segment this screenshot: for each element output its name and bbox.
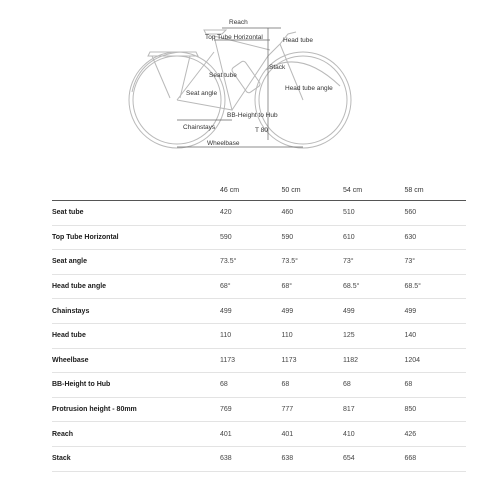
table-cell: 68° xyxy=(282,274,344,299)
table-cell: 73° xyxy=(405,250,467,275)
label-head-tube-angle: Head tube angle xyxy=(285,85,333,92)
table-cell: 401 xyxy=(282,422,344,447)
table-cell: 769 xyxy=(220,397,282,422)
rear-fender xyxy=(132,52,180,92)
table-cell: 426 xyxy=(405,422,467,447)
table-cell: 654 xyxy=(343,446,405,471)
table-row xyxy=(52,299,466,324)
table-cell: 499 xyxy=(220,299,282,324)
table-cell: 668 xyxy=(405,446,467,471)
table-cell: 140 xyxy=(405,323,467,348)
row-label: Wheelbase xyxy=(52,348,220,373)
table-row xyxy=(52,348,466,373)
table-cell: 68 xyxy=(343,373,405,398)
size-header: 58 cm xyxy=(405,180,467,201)
row-label: Head tube angle xyxy=(52,274,220,299)
table-cell: 1204 xyxy=(405,348,467,373)
table-cell: 610 xyxy=(343,225,405,250)
table-row xyxy=(52,373,466,398)
table-cell: 817 xyxy=(343,397,405,422)
label-t80: T 80 xyxy=(255,127,268,134)
table-cell: 68.5° xyxy=(405,274,467,299)
table-cell: 125 xyxy=(343,323,405,348)
table-header-row xyxy=(52,180,466,201)
row-label: Stack xyxy=(52,446,220,471)
geometry-table xyxy=(52,180,466,472)
table-row xyxy=(52,274,466,299)
row-label: Seat angle xyxy=(52,250,220,275)
table-cell: 638 xyxy=(282,446,344,471)
label-bb-height: BB-Height to Hub xyxy=(227,112,278,119)
table-cell: 1173 xyxy=(220,348,282,373)
size-header: 46 cm xyxy=(220,180,282,201)
table-cell: 499 xyxy=(282,299,344,324)
label-wheelbase: Wheelbase xyxy=(207,140,240,147)
table-cell: 499 xyxy=(343,299,405,324)
header-label-column xyxy=(52,180,220,201)
table-row xyxy=(52,323,466,348)
row-label: Top Tube Horizontal xyxy=(52,225,220,250)
table-row xyxy=(52,250,466,275)
table-row xyxy=(52,225,466,250)
table-cell: 410 xyxy=(343,422,405,447)
table-cell: 73.5° xyxy=(282,250,344,275)
row-label: Chainstays xyxy=(52,299,220,324)
label-seat-tube: Seat tube xyxy=(209,72,237,79)
label-head-tube: Head tube xyxy=(283,37,313,44)
table-body xyxy=(52,201,466,472)
table-cell: 1173 xyxy=(282,348,344,373)
size-header: 50 cm xyxy=(282,180,344,201)
table-cell: 68° xyxy=(220,274,282,299)
table-row xyxy=(52,446,466,471)
table-cell: 68.5° xyxy=(343,274,405,299)
table-row xyxy=(52,201,466,226)
table-cell: 850 xyxy=(405,397,467,422)
table-cell: 590 xyxy=(220,225,282,250)
size-header: 54 cm xyxy=(343,180,405,201)
table-cell: 420 xyxy=(220,201,282,226)
row-label: BB-Height to Hub xyxy=(52,373,220,398)
label-reach: Reach xyxy=(229,19,248,26)
table-cell: 110 xyxy=(220,323,282,348)
table-cell: 110 xyxy=(282,323,344,348)
table-cell: 590 xyxy=(282,225,344,250)
table-cell: 460 xyxy=(282,201,344,226)
table-cell: 73° xyxy=(343,250,405,275)
table-cell: 510 xyxy=(343,201,405,226)
table-cell: 499 xyxy=(405,299,467,324)
table-cell: 68 xyxy=(405,373,467,398)
table-cell: 1182 xyxy=(343,348,405,373)
label-chainstays: Chainstays xyxy=(183,124,216,131)
row-label: Reach xyxy=(52,422,220,447)
table-cell: 68 xyxy=(282,373,344,398)
bike-geometry-diagram xyxy=(0,0,500,160)
table-cell: 73.5° xyxy=(220,250,282,275)
table-cell: 630 xyxy=(405,225,467,250)
table-row xyxy=(52,422,466,447)
row-label: Head tube xyxy=(52,323,220,348)
label-top-tube-horizontal: Top Tube Horizontal xyxy=(205,34,263,41)
table-cell: 777 xyxy=(282,397,344,422)
table-cell: 68 xyxy=(220,373,282,398)
table-row xyxy=(52,397,466,422)
table-cell: 560 xyxy=(405,201,467,226)
table-cell: 638 xyxy=(220,446,282,471)
table-cell: 401 xyxy=(220,422,282,447)
row-label: Protrusion height - 80mm xyxy=(52,397,220,422)
frame-outline xyxy=(177,36,303,110)
row-label: Seat tube xyxy=(52,201,220,226)
label-stack: Stack xyxy=(269,64,286,71)
label-seat-angle: Seat angle xyxy=(186,90,218,97)
